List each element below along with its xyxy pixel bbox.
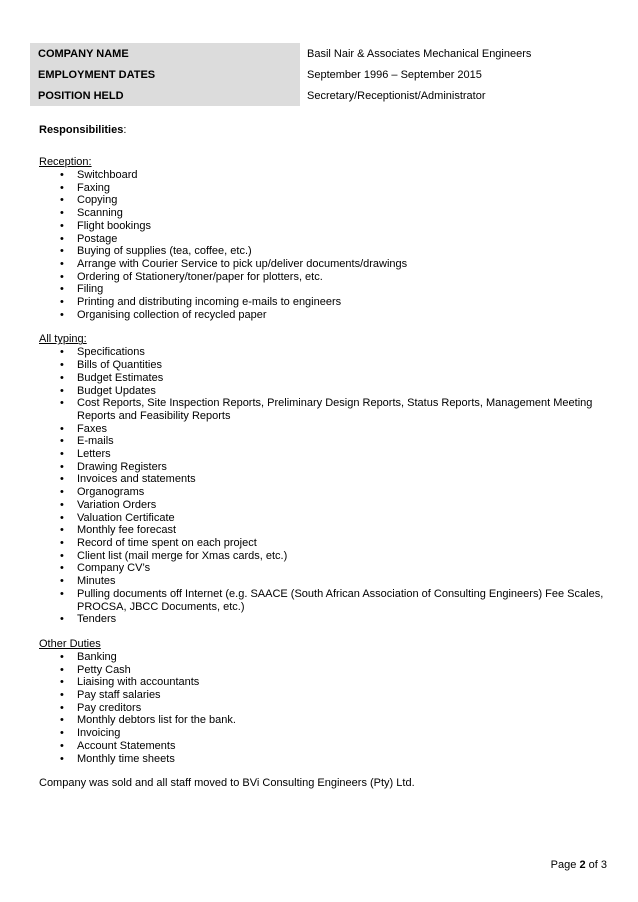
list-item: • Budget Estimates (39, 372, 604, 385)
position-label: POSITION HELD (30, 85, 300, 106)
list-item: • Organising collection of recycled paper (39, 309, 604, 322)
list-item: • Letters (39, 448, 604, 461)
position-value: Secretary/Receptionist/Administrator (307, 90, 486, 102)
other-duties-list (39, 651, 604, 765)
list-item: • Organograms (39, 486, 604, 499)
list-item: • Record of time spent on each project (39, 537, 604, 550)
list-item: • Monthly fee forecast (39, 524, 604, 537)
list-item: • Banking (39, 651, 604, 664)
list-item: • Invoicing (39, 727, 604, 740)
list-item: • Cost Reports, Site Inspection Reports, Preliminary Design Reports, Status Reports, Management Meeting Reports and Feasibility Reports (39, 397, 604, 422)
list-item: • Switchboard (39, 169, 604, 182)
list-item: • Faxes (39, 423, 604, 436)
responsibilities-heading-text: Responsibilities (39, 124, 124, 136)
list-item: • Flight bookings (39, 220, 604, 233)
page-word: Page (550, 859, 577, 871)
list-item: • Pay creditors (39, 702, 604, 715)
list-item: • Scanning (39, 207, 604, 220)
list-item: • Budget Updates (39, 385, 604, 398)
employment-info-table (30, 43, 608, 106)
responsibilities-section (39, 124, 604, 790)
list-item: • Account Statements (39, 740, 604, 753)
page-total: 3 (600, 859, 607, 871)
list-item: • Bills of Quantities (39, 359, 604, 372)
list-item: • Arrange with Courier Service to pick up/deliver documents/drawings (39, 258, 604, 271)
list-item: • Postage (39, 233, 604, 246)
list-item: • Specifications (39, 346, 604, 359)
page-footer (551, 859, 607, 871)
list-item: • Buying of supplies (tea, coffee, etc.) (39, 245, 604, 258)
dates-value: September 1996 – September 2015 (307, 69, 482, 81)
list-item: • Drawing Registers (39, 461, 604, 474)
list-item: • Ordering of Stationery/toner/paper for plotters, etc. (39, 271, 604, 284)
list-item: • Company CV’s (39, 562, 604, 575)
list-item: • Copying (39, 194, 604, 207)
of-word: of (588, 859, 598, 871)
list-item: • Client list (mail merge for Xmas cards, etc.) (39, 550, 604, 563)
typing-heading: All typing: (39, 333, 87, 346)
position-row (30, 85, 608, 106)
responsibilities-colon: : (123, 124, 127, 136)
list-item: • Faxing (39, 182, 604, 195)
list-item: • Monthly time sheets (39, 753, 604, 766)
page-number: 2 (579, 859, 586, 871)
dates-label: EMPLOYMENT DATES (30, 64, 300, 85)
list-item: • Valuation Certificate (39, 512, 604, 525)
company-value: Basil Nair & Associates Mechanical Engineers (307, 48, 532, 60)
list-item: • Pay staff salaries (39, 689, 604, 702)
list-item: • E-mails (39, 435, 604, 448)
list-item: • Pulling documents off Internet (e.g. SAACE (South African Association of Consulting Engineers) Fee Scales, PROCSA, JBCC Documents, etc.) (39, 588, 604, 613)
list-item: • Variation Orders (39, 499, 604, 512)
list-item: • Tenders (39, 613, 604, 626)
list-item: • Monthly debtors list for the bank. (39, 714, 604, 727)
typing-list (39, 346, 604, 625)
list-item: • Invoices and statements (39, 473, 604, 486)
other-duties-heading: Other Duties (39, 637, 101, 650)
reception-list (39, 169, 604, 321)
reception-heading: Reception: (39, 156, 92, 168)
list-item: • Filing (39, 283, 604, 296)
dates-row (30, 64, 608, 85)
list-item: • Printing and distributing incoming e-mails to engineers (39, 296, 604, 309)
closing-note: Company was sold and all staff moved to BVi Consulting Engineers (Pty) Ltd. (39, 777, 415, 790)
company-label: COMPANY NAME (30, 43, 300, 64)
responsibilities-heading (39, 124, 604, 137)
list-item: • Liaising with accountants (39, 676, 604, 689)
list-item: • Petty Cash (39, 664, 604, 677)
list-item: • Minutes (39, 575, 604, 588)
company-row (30, 43, 608, 64)
